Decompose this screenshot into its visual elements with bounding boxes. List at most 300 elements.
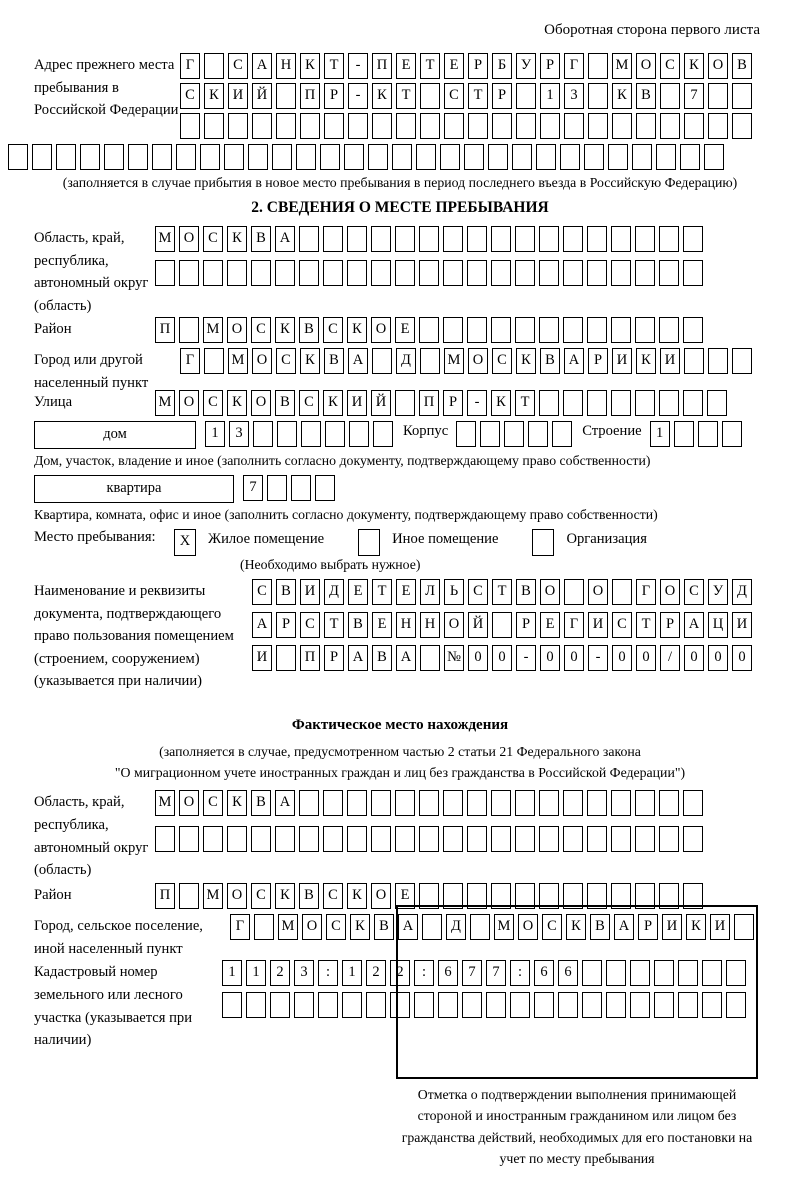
char-box[interactable]: С [180, 83, 200, 109]
char-box[interactable] [419, 790, 439, 816]
char-box[interactable]: Й [371, 390, 391, 416]
char-box[interactable]: П [300, 83, 320, 109]
char-box[interactable]: И [710, 914, 730, 940]
char-box[interactable] [248, 144, 268, 170]
char-box[interactable] [611, 226, 631, 252]
char-box[interactable] [349, 421, 369, 447]
char-box[interactable]: Е [348, 579, 368, 605]
char-box[interactable]: А [614, 914, 634, 940]
char-box[interactable]: Е [396, 579, 416, 605]
char-box[interactable] [464, 144, 484, 170]
char-box[interactable] [539, 790, 559, 816]
char-box[interactable] [315, 475, 335, 501]
char-box[interactable]: Т [492, 579, 512, 605]
char-box[interactable]: Д [446, 914, 466, 940]
char-box[interactable]: 0 [708, 645, 728, 671]
char-box[interactable]: : [318, 960, 338, 986]
char-box[interactable] [560, 144, 580, 170]
char-box[interactable]: Й [468, 612, 488, 638]
char-box[interactable]: Й [252, 83, 272, 109]
char-box[interactable]: Т [396, 83, 416, 109]
char-box[interactable]: 2 [390, 960, 410, 986]
char-box[interactable]: / [660, 645, 680, 671]
char-box[interactable] [371, 790, 391, 816]
char-box[interactable] [371, 226, 391, 252]
char-box[interactable] [492, 612, 512, 638]
char-box[interactable] [563, 226, 583, 252]
char-box[interactable]: - [516, 645, 536, 671]
char-box[interactable] [528, 421, 548, 447]
char-box[interactable] [635, 826, 655, 852]
char-box[interactable] [395, 390, 415, 416]
char-box[interactable] [204, 348, 224, 374]
char-box[interactable]: Т [420, 53, 440, 79]
char-box[interactable] [722, 421, 742, 447]
char-box[interactable]: О [636, 53, 656, 79]
char-box[interactable] [224, 144, 244, 170]
char-box[interactable] [732, 83, 752, 109]
char-box[interactable]: А [348, 645, 368, 671]
char-box[interactable] [659, 317, 679, 343]
char-box[interactable]: С [444, 83, 464, 109]
char-box[interactable]: И [228, 83, 248, 109]
char-box[interactable]: Н [420, 612, 440, 638]
char-box[interactable] [587, 390, 607, 416]
char-box[interactable] [372, 113, 392, 139]
char-box[interactable]: 1 [246, 960, 266, 986]
char-box[interactable] [632, 144, 652, 170]
char-box[interactable] [179, 260, 199, 286]
char-box[interactable]: О [708, 53, 728, 79]
char-box[interactable]: О [444, 612, 464, 638]
char-box[interactable] [467, 226, 487, 252]
char-box[interactable] [563, 390, 583, 416]
char-box[interactable]: О [468, 348, 488, 374]
char-box[interactable]: И [612, 348, 632, 374]
char-box[interactable]: Е [395, 883, 415, 909]
char-box[interactable]: Р [324, 645, 344, 671]
char-box[interactable] [468, 113, 488, 139]
char-box[interactable] [659, 226, 679, 252]
char-box[interactable]: В [374, 914, 394, 940]
char-box[interactable]: 7 [243, 475, 263, 501]
char-box[interactable] [373, 421, 393, 447]
char-box[interactable] [253, 421, 273, 447]
char-box[interactable] [416, 144, 436, 170]
char-box[interactable]: Ь [444, 579, 464, 605]
char-box[interactable]: О [660, 579, 680, 605]
char-box[interactable]: Г [636, 579, 656, 605]
char-box[interactable] [564, 113, 584, 139]
char-box[interactable] [608, 144, 628, 170]
char-box[interactable] [587, 260, 607, 286]
char-box[interactable] [515, 826, 535, 852]
char-box[interactable] [659, 790, 679, 816]
char-box[interactable]: В [276, 579, 296, 605]
char-box[interactable] [300, 113, 320, 139]
char-box[interactable] [635, 260, 655, 286]
char-box[interactable]: 1 [650, 421, 670, 447]
char-box[interactable]: А [398, 914, 418, 940]
char-box[interactable] [515, 317, 535, 343]
char-box[interactable]: 0 [612, 645, 632, 671]
char-box[interactable]: 1 [342, 960, 362, 986]
char-box[interactable] [254, 914, 274, 940]
char-box[interactable] [636, 113, 656, 139]
char-box[interactable]: У [708, 579, 728, 605]
char-box[interactable]: А [684, 612, 704, 638]
char-box[interactable] [180, 113, 200, 139]
char-box[interactable] [540, 113, 560, 139]
char-box[interactable]: А [564, 348, 584, 374]
char-box[interactable] [732, 113, 752, 139]
char-box[interactable] [683, 317, 703, 343]
char-box[interactable]: - [348, 53, 368, 79]
char-box[interactable] [347, 826, 367, 852]
char-box[interactable] [294, 992, 314, 1018]
char-box[interactable] [491, 317, 511, 343]
char-box[interactable] [660, 83, 680, 109]
char-box[interactable]: Г [564, 612, 584, 638]
char-box[interactable]: А [252, 612, 272, 638]
char-box[interactable]: Б [492, 53, 512, 79]
char-box[interactable] [698, 421, 718, 447]
char-box[interactable]: 6 [558, 960, 578, 986]
char-box[interactable] [8, 144, 28, 170]
char-box[interactable]: С [203, 226, 223, 252]
char-box[interactable]: № [444, 645, 464, 671]
char-box[interactable] [674, 421, 694, 447]
char-box[interactable]: М [494, 914, 514, 940]
char-box[interactable]: С [542, 914, 562, 940]
char-box[interactable] [323, 260, 343, 286]
char-box[interactable]: В [372, 645, 392, 671]
char-box[interactable] [419, 317, 439, 343]
char-box[interactable] [324, 113, 344, 139]
char-box[interactable]: В [251, 790, 271, 816]
char-box[interactable]: Р [660, 612, 680, 638]
char-box[interactable]: Р [516, 612, 536, 638]
char-box[interactable] [443, 317, 463, 343]
char-box[interactable]: С [251, 883, 271, 909]
char-box[interactable] [539, 260, 559, 286]
char-box[interactable]: Е [444, 53, 464, 79]
char-box[interactable]: 2 [270, 960, 290, 986]
char-box[interactable]: 0 [684, 645, 704, 671]
char-box[interactable]: М [155, 790, 175, 816]
char-box[interactable]: Т [636, 612, 656, 638]
char-box[interactable]: В [299, 883, 319, 909]
char-box[interactable] [488, 144, 508, 170]
char-box[interactable] [564, 579, 584, 605]
char-box[interactable] [563, 317, 583, 343]
char-box[interactable]: С [203, 390, 223, 416]
char-box[interactable] [291, 475, 311, 501]
char-box[interactable] [420, 645, 440, 671]
char-box[interactable] [252, 113, 272, 139]
char-box[interactable]: К [636, 348, 656, 374]
char-box[interactable] [683, 390, 703, 416]
char-box[interactable]: К [350, 914, 370, 940]
char-box[interactable]: В [590, 914, 610, 940]
char-box[interactable]: 0 [468, 645, 488, 671]
char-box[interactable]: Г [564, 53, 584, 79]
char-box[interactable] [203, 260, 223, 286]
char-box[interactable]: О [227, 883, 247, 909]
char-box[interactable]: И [588, 612, 608, 638]
char-box[interactable]: К [686, 914, 706, 940]
char-box[interactable]: 0 [492, 645, 512, 671]
char-box[interactable] [32, 144, 52, 170]
char-box[interactable]: К [684, 53, 704, 79]
char-box[interactable]: М [444, 348, 464, 374]
char-box[interactable] [372, 348, 392, 374]
char-box[interactable]: Р [324, 83, 344, 109]
char-box[interactable]: К [204, 83, 224, 109]
char-box[interactable]: - [467, 390, 487, 416]
char-box[interactable] [515, 226, 535, 252]
char-box[interactable] [301, 421, 321, 447]
char-box[interactable] [222, 992, 242, 1018]
char-box[interactable] [323, 226, 343, 252]
char-box[interactable] [683, 226, 703, 252]
char-box[interactable]: - [348, 83, 368, 109]
char-box[interactable]: И [347, 390, 367, 416]
char-box[interactable] [420, 348, 440, 374]
char-box[interactable]: С [251, 317, 271, 343]
char-box[interactable] [204, 113, 224, 139]
char-box[interactable]: П [372, 53, 392, 79]
char-box[interactable] [347, 226, 367, 252]
char-box[interactable]: 2 [366, 960, 386, 986]
char-box[interactable] [684, 348, 704, 374]
char-box[interactable] [176, 144, 196, 170]
char-box[interactable]: Т [468, 83, 488, 109]
char-box[interactable]: Т [324, 53, 344, 79]
char-box[interactable]: У [516, 53, 536, 79]
char-box[interactable]: 3 [294, 960, 314, 986]
char-box[interactable]: Т [515, 390, 535, 416]
char-box[interactable]: 1 [205, 421, 225, 447]
char-box[interactable] [612, 579, 632, 605]
char-box[interactable] [659, 826, 679, 852]
char-box[interactable]: М [203, 883, 223, 909]
char-box[interactable] [708, 348, 728, 374]
char-box[interactable]: : [414, 960, 434, 986]
char-box[interactable] [444, 113, 464, 139]
char-box[interactable]: 1 [222, 960, 242, 986]
char-box[interactable]: К [275, 883, 295, 909]
char-box[interactable] [299, 790, 319, 816]
char-box[interactable] [587, 317, 607, 343]
char-box[interactable]: Р [540, 53, 560, 79]
char-box[interactable] [611, 260, 631, 286]
char-box[interactable]: П [155, 317, 175, 343]
char-box[interactable] [347, 790, 367, 816]
char-box[interactable] [612, 113, 632, 139]
char-box[interactable] [155, 826, 175, 852]
char-box[interactable]: М [155, 390, 175, 416]
char-box[interactable] [539, 226, 559, 252]
char-box[interactable]: Е [395, 317, 415, 343]
char-box[interactable] [611, 390, 631, 416]
char-box[interactable] [371, 826, 391, 852]
char-box[interactable]: О [371, 317, 391, 343]
char-box[interactable] [443, 790, 463, 816]
char-box[interactable]: О [302, 914, 322, 940]
char-box[interactable] [536, 144, 556, 170]
char-box[interactable] [515, 790, 535, 816]
char-box[interactable]: К [372, 83, 392, 109]
char-box[interactable]: Р [443, 390, 463, 416]
char-box[interactable]: Н [396, 612, 416, 638]
char-box[interactable] [299, 260, 319, 286]
char-box[interactable]: И [662, 914, 682, 940]
char-box[interactable] [563, 260, 583, 286]
char-box[interactable] [635, 390, 655, 416]
char-box[interactable]: К [227, 390, 247, 416]
char-box[interactable] [276, 645, 296, 671]
char-box[interactable]: И [252, 645, 272, 671]
char-box[interactable]: К [300, 348, 320, 374]
char-box[interactable] [467, 826, 487, 852]
char-box[interactable]: О [251, 390, 271, 416]
char-box[interactable]: 7 [684, 83, 704, 109]
char-box[interactable] [440, 144, 460, 170]
char-box[interactable]: Д [396, 348, 416, 374]
char-box[interactable]: И [732, 612, 752, 638]
char-box[interactable]: Р [638, 914, 658, 940]
char-box[interactable] [443, 260, 463, 286]
char-box[interactable] [516, 113, 536, 139]
char-box[interactable] [504, 421, 524, 447]
char-box[interactable]: К [612, 83, 632, 109]
char-box[interactable] [587, 790, 607, 816]
char-box[interactable]: С [323, 883, 343, 909]
char-box[interactable]: Д [732, 579, 752, 605]
char-box[interactable]: 0 [732, 645, 752, 671]
char-box[interactable] [611, 826, 631, 852]
stay-type-checkbox[interactable] [532, 529, 554, 556]
char-box[interactable] [635, 790, 655, 816]
char-box[interactable] [366, 992, 386, 1018]
char-box[interactable]: О [518, 914, 538, 940]
char-box[interactable] [611, 317, 631, 343]
char-box[interactable] [344, 144, 364, 170]
char-box[interactable] [227, 826, 247, 852]
char-box[interactable]: В [732, 53, 752, 79]
char-box[interactable] [347, 260, 367, 286]
char-box[interactable]: С [299, 390, 319, 416]
char-box[interactable]: К [323, 390, 343, 416]
char-box[interactable]: 6 [438, 960, 458, 986]
char-box[interactable] [467, 790, 487, 816]
char-box[interactable]: К [516, 348, 536, 374]
char-box[interactable] [155, 260, 175, 286]
char-box[interactable]: В [540, 348, 560, 374]
char-box[interactable] [272, 144, 292, 170]
char-box[interactable]: 1 [540, 83, 560, 109]
char-box[interactable] [539, 390, 559, 416]
char-box[interactable] [299, 826, 319, 852]
char-box[interactable]: С [276, 348, 296, 374]
char-box[interactable]: 3 [229, 421, 249, 447]
char-box[interactable]: И [660, 348, 680, 374]
char-box[interactable] [588, 83, 608, 109]
char-box[interactable] [419, 260, 439, 286]
char-box[interactable] [227, 260, 247, 286]
char-box[interactable] [704, 144, 724, 170]
char-box[interactable] [392, 144, 412, 170]
char-box[interactable]: Г [180, 53, 200, 79]
char-box[interactable] [246, 992, 266, 1018]
char-box[interactable] [552, 421, 572, 447]
char-box[interactable] [659, 390, 679, 416]
char-box[interactable] [683, 790, 703, 816]
char-box[interactable]: М [612, 53, 632, 79]
char-box[interactable]: И [300, 579, 320, 605]
char-box[interactable] [467, 260, 487, 286]
char-box[interactable]: О [540, 579, 560, 605]
char-box[interactable] [104, 144, 124, 170]
char-box[interactable] [443, 826, 463, 852]
char-box[interactable] [128, 144, 148, 170]
char-box[interactable] [323, 826, 343, 852]
char-box[interactable] [200, 144, 220, 170]
char-box[interactable]: Р [276, 612, 296, 638]
char-box[interactable]: С [300, 612, 320, 638]
char-box[interactable]: М [278, 914, 298, 940]
char-box[interactable]: 0 [636, 645, 656, 671]
char-box[interactable] [491, 226, 511, 252]
char-box[interactable] [179, 883, 199, 909]
char-box[interactable] [251, 260, 271, 286]
stay-type-checkbox[interactable] [358, 529, 380, 556]
char-box[interactable] [419, 826, 439, 852]
char-box[interactable] [708, 113, 728, 139]
char-box[interactable]: Р [468, 53, 488, 79]
char-box[interactable] [179, 317, 199, 343]
char-box[interactable] [443, 226, 463, 252]
char-box[interactable]: В [516, 579, 536, 605]
char-box[interactable] [420, 113, 440, 139]
char-box[interactable]: С [612, 612, 632, 638]
char-box[interactable] [395, 260, 415, 286]
char-box[interactable] [660, 113, 680, 139]
char-box[interactable]: А [348, 348, 368, 374]
char-box[interactable] [683, 826, 703, 852]
char-box[interactable] [277, 421, 297, 447]
char-box[interactable]: К [275, 317, 295, 343]
char-box[interactable]: С [252, 579, 272, 605]
char-box[interactable]: В [636, 83, 656, 109]
char-box[interactable]: К [227, 790, 247, 816]
char-box[interactable]: Е [396, 53, 416, 79]
char-box[interactable]: О [179, 390, 199, 416]
char-box[interactable]: П [419, 390, 439, 416]
char-box[interactable] [707, 390, 727, 416]
char-box[interactable]: Е [372, 612, 392, 638]
char-box[interactable] [276, 83, 296, 109]
char-box[interactable] [203, 826, 223, 852]
char-box[interactable]: О [179, 790, 199, 816]
char-box[interactable]: В [251, 226, 271, 252]
char-box[interactable]: В [299, 317, 319, 343]
char-box[interactable]: Г [180, 348, 200, 374]
char-box[interactable] [395, 226, 415, 252]
char-box[interactable] [587, 826, 607, 852]
char-box[interactable] [684, 113, 704, 139]
